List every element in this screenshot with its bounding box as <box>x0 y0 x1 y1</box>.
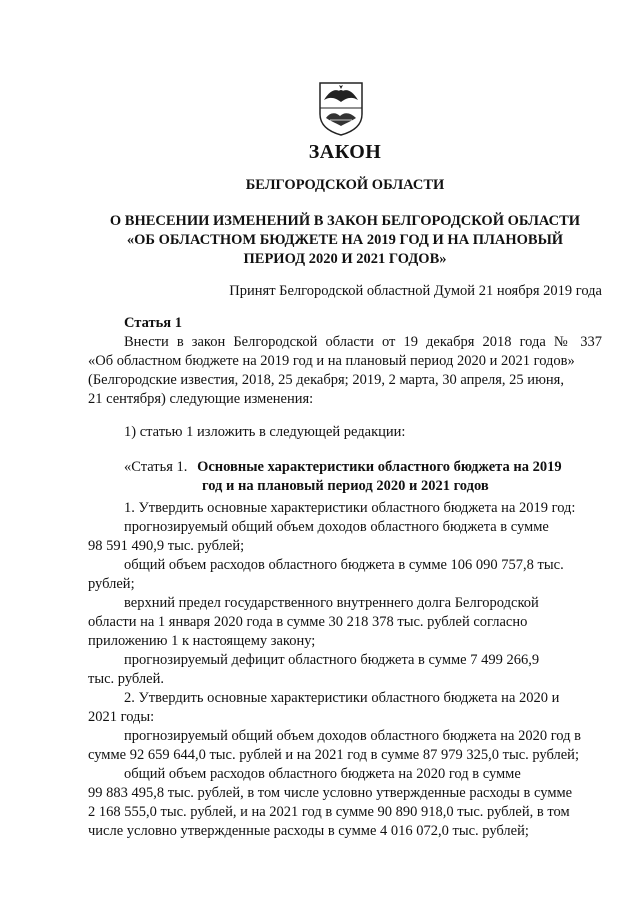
intro-line: (Белгородские известия, 2018, 25 декабря; 2019, 2 марта, 30 апреля, 25 июня, <box>88 372 564 388</box>
paragraph-line: 2021 годы: <box>88 709 155 725</box>
paragraph-line: верхний предел государственного внутреннего долга Белгородской <box>124 595 539 611</box>
paragraph-line: области на 1 января 2020 года в сумме 30 218 378 тыс. рублей согласно <box>88 614 528 630</box>
paragraph-line: 98 591 490,9 тыс. рублей; <box>88 538 245 554</box>
intro-line: 21 сентября) следующие изменения: <box>88 391 314 407</box>
adoption-note: Принят Белгородской областной Думой 21 ноября 2019 года <box>229 283 602 299</box>
article-heading: Статья 1 <box>124 315 182 331</box>
law-title-line: ПЕРИОД 2020 И 2021 ГОДОВ» <box>243 251 447 267</box>
paragraph-line: прогнозируемый дефицит областного бюджета в сумме 7 499 266,9 <box>124 652 540 668</box>
paragraph-line: сумме 92 659 644,0 тыс. рублей и на 2021 год в сумме 87 979 325,0 тыс. рублей; <box>88 747 579 763</box>
paragraph-line: 2 168 555,0 тыс. рублей, и на 2021 год в сумме 90 890 918,0 тыс. рублей, в том <box>88 804 570 820</box>
paragraph-2: 2. Утвердить основные характеристики областного бюджета на 2020 и <box>124 690 560 706</box>
law-title <box>80 212 610 269</box>
new-article-title: Основные характеристики областного бюджета на 2019 <box>197 459 562 475</box>
law-title-line: О ВНЕСЕНИИ ИЗМЕНЕНИЙ В ЗАКОН БЕЛГОРОДСКОЙ ОБЛАСТИ <box>109 213 581 229</box>
belgorod-coat-of-arms-icon <box>316 80 366 136</box>
paragraph-line: общий объем расходов областного бюджета в сумме 106 090 757,8 тыс. <box>124 557 564 573</box>
paragraph-line: 99 883 495,8 тыс. рублей, в том числе условно утвержденные расходы в сумме <box>88 785 573 801</box>
document-type: ЗАКОН <box>308 141 382 163</box>
amendment-item: 1) статью 1 изложить в следующей редакции: <box>124 424 406 440</box>
new-article-heading <box>124 458 562 477</box>
region-title: БЕЛГОРОДСКОЙ ОБЛАСТИ <box>245 177 445 193</box>
intro-line: Внести в закон Белгородской области от 19 декабря 2018 года № 337 <box>124 334 602 350</box>
paragraph-1: 1. Утвердить основные характеристики областного бюджета на 2019 год: <box>124 500 576 516</box>
intro-line: «Об областном бюджете на 2019 год и на плановый период 2020 и 2021 годов» <box>88 353 575 369</box>
paragraph-line: общий объем расходов областного бюджета на 2020 год в сумме <box>124 766 521 782</box>
paragraph-line: рублей; <box>88 576 135 592</box>
paragraph-line: прогнозируемый общий объем доходов областного бюджета в сумме <box>124 519 549 535</box>
law-title-line: «ОБ ОБЛАСТНОМ БЮДЖЕТЕ НА 2019 ГОД И НА ПЛАНОВЫЙ <box>126 232 564 248</box>
paragraph-line: приложению 1 к настоящему закону; <box>88 633 316 649</box>
paragraph-line: числе условно утвержденные расходы в сумме 4 016 072,0 тыс. рублей; <box>88 823 529 839</box>
new-article-title-cont: год и на плановый период 2020 и 2021 годов <box>202 478 489 494</box>
new-article-prefix: «Статья 1. <box>124 459 188 475</box>
paragraph-line: прогнозируемый общий объем доходов областного бюджета на 2020 год в <box>124 728 581 744</box>
paragraph-line: тыс. рублей. <box>88 671 164 687</box>
